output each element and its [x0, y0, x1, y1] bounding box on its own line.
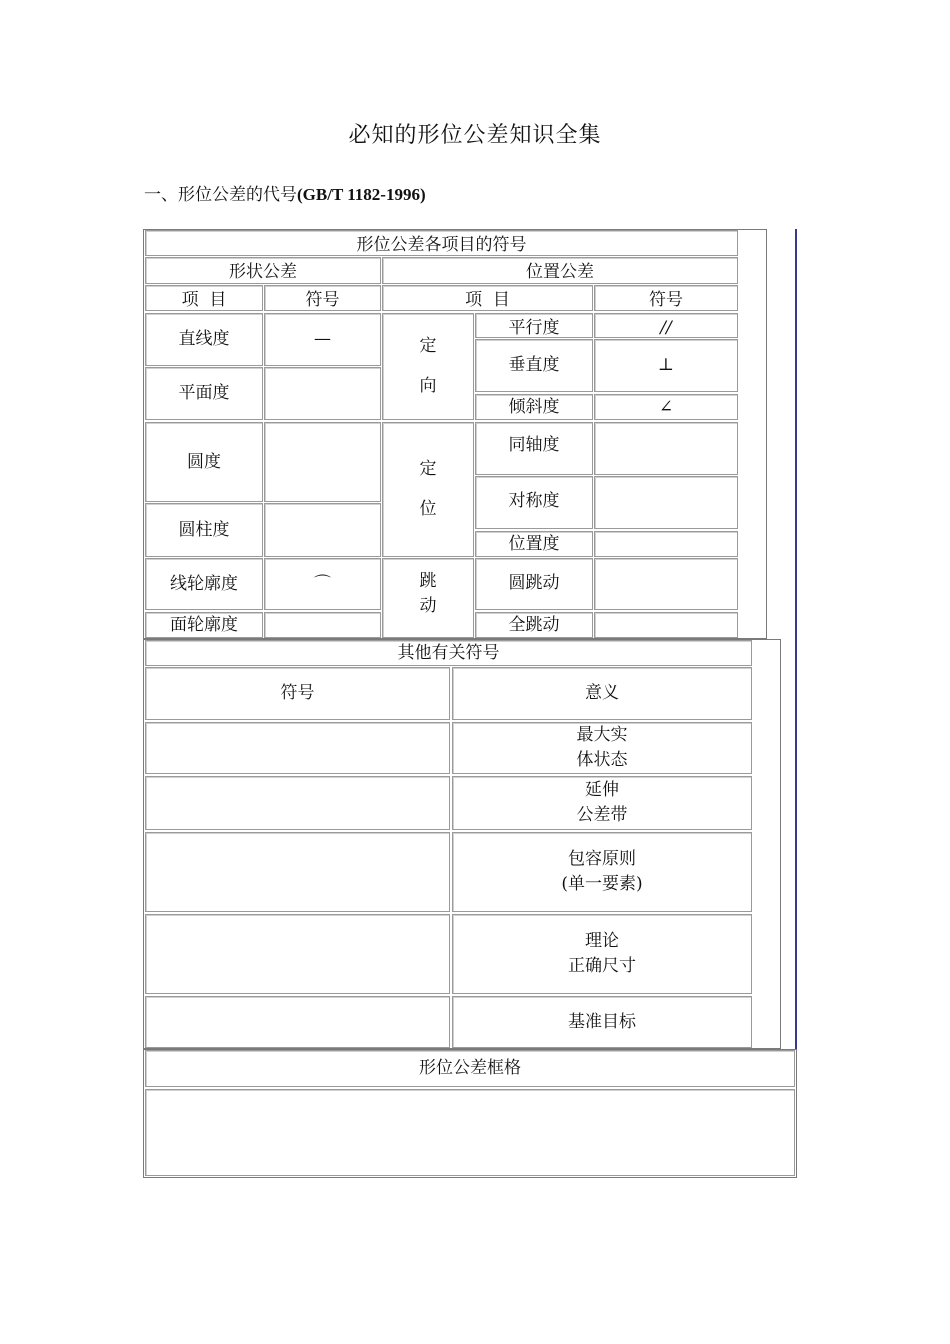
- symbol-cell: [145, 996, 450, 1048]
- meaning-cell: [452, 722, 752, 774]
- position-item: 位置度: [475, 531, 593, 557]
- form-item-column-header: 项 目: [145, 285, 263, 311]
- form-item: 平面度: [145, 367, 263, 420]
- meaning-line: 基准目标: [568, 1011, 636, 1032]
- position-item: 同轴度: [475, 422, 593, 475]
- meaning-line: (单一要素): [561, 874, 643, 894]
- form-symbol: [264, 422, 381, 502]
- symbol-cell: [145, 914, 450, 994]
- section-heading: [144, 180, 426, 205]
- position-item: 圆跳动: [475, 558, 593, 610]
- standard-code: (GB/T 1182-1996): [297, 185, 426, 204]
- symbol-cell: [145, 722, 450, 774]
- meaning-line: 最大实: [576, 725, 628, 745]
- position-tolerance-header: 位置公差: [382, 257, 738, 284]
- form-symbol: ⌒: [264, 558, 381, 610]
- group-location: [382, 422, 474, 557]
- form-item: 线轮廓度: [145, 558, 263, 610]
- position-item: 垂直度: [475, 339, 593, 392]
- table1-caption: 形位公差各项目的符号: [145, 230, 738, 256]
- form-symbol: [264, 367, 381, 420]
- meaning-line: 延伸: [585, 780, 619, 800]
- group-runout: [382, 558, 474, 638]
- position-symbol: [594, 476, 738, 529]
- table2-caption: 其他有关符号: [145, 640, 752, 666]
- group-orientation: [382, 313, 474, 420]
- symbol-column-header: 符号: [145, 667, 450, 720]
- position-symbol: [594, 422, 738, 475]
- position-symbol: ∠: [594, 394, 738, 420]
- table2-right-rule: [795, 639, 797, 1049]
- group-char: 位: [419, 499, 437, 520]
- position-symbol: //: [594, 313, 738, 338]
- group-char: 定: [419, 335, 437, 356]
- meaning-cell: [452, 832, 752, 912]
- tolerance-frame-area: [145, 1089, 795, 1176]
- position-item: 全跳动: [475, 612, 593, 638]
- position-symbol: [594, 531, 738, 557]
- meaning-cell: [452, 996, 752, 1048]
- meaning-line: 理论: [585, 931, 619, 951]
- meaning-line: 包容原则: [568, 849, 636, 869]
- document-title: 必知的形位公差知识全集: [348, 123, 602, 148]
- form-symbol: [264, 612, 381, 638]
- position-item: 平行度: [475, 313, 593, 338]
- form-item: 面轮廓度: [145, 612, 263, 638]
- group-char: 动: [419, 596, 437, 616]
- group-char: 跳: [419, 571, 437, 591]
- position-symbol-column-header: 符号: [594, 285, 738, 311]
- table3-caption: 形位公差框格: [145, 1050, 795, 1087]
- position-symbol: [594, 558, 738, 610]
- form-item: 直线度: [145, 313, 263, 366]
- form-item: 圆度: [145, 422, 263, 502]
- form-symbol-column-header: 符号: [264, 285, 381, 311]
- symbol-cell: [145, 776, 450, 830]
- group-char: 向: [419, 376, 437, 397]
- form-item: 圆柱度: [145, 503, 263, 557]
- meaning-line: 正确尺寸: [568, 956, 636, 976]
- form-tolerance-header: 形状公差: [145, 257, 381, 284]
- meaning-cell: [452, 914, 752, 994]
- meaning-cell: [452, 776, 752, 830]
- position-symbol: ⊥: [594, 339, 738, 392]
- meaning-line: 公差带: [576, 805, 628, 825]
- form-symbol: [264, 503, 381, 557]
- form-symbol: —: [264, 313, 381, 366]
- meaning-line: 体状态: [576, 750, 628, 770]
- meaning-column-header: 意义: [452, 667, 752, 720]
- position-item: 倾斜度: [475, 394, 593, 420]
- position-item-column-header: 项 目: [382, 285, 593, 311]
- section-heading-text: 一、形位公差的代号: [144, 185, 297, 205]
- table1-right-rule: [795, 229, 797, 639]
- position-item: 对称度: [475, 476, 593, 529]
- group-char: 定: [419, 458, 437, 479]
- position-symbol: [594, 612, 738, 638]
- symbol-cell: [145, 832, 450, 912]
